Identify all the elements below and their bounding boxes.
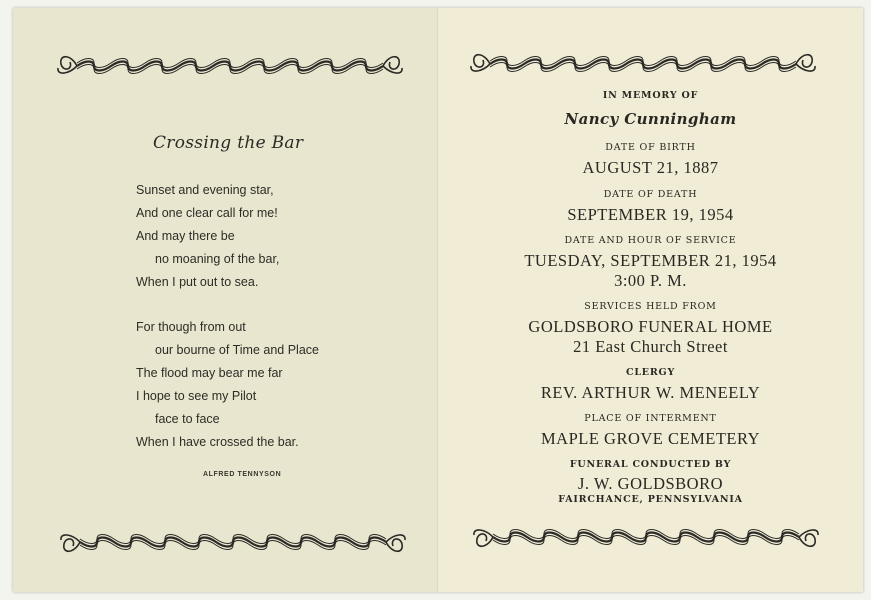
ribbon-curl: [471, 55, 490, 71]
poem-author: ALFRED TENNYSON: [203, 471, 282, 478]
poem-line: our bourne of Time and Place: [155, 343, 319, 357]
clergy-label: CLERGY: [625, 367, 676, 378]
ribbon-curl: [796, 55, 815, 71]
poem-line: And one clear call for me!: [136, 206, 278, 220]
clergy-name: REV. ARTHUR W. MENEELY: [540, 383, 761, 402]
death-label: DATE OF DEATH: [603, 189, 698, 200]
interment-label: PLACE OF INTERMENT: [584, 413, 717, 424]
poem-line: When I have crossed the bar.: [136, 435, 299, 449]
service-label: DATE AND HOUR OF SERVICE: [564, 235, 737, 246]
poem-line: For though from out: [136, 320, 246, 334]
poem-line: no moaning of the bar,: [155, 252, 280, 266]
poem-line: I hope to see my Pilot: [136, 389, 257, 403]
ribbon-curl: [383, 57, 402, 73]
conducted-label: FUNERAL CONDUCTED BY: [569, 459, 732, 470]
service-date: TUESDAY, SEPTEMBER 21, 1954: [524, 251, 777, 270]
ribbon-curl: [474, 530, 493, 546]
ribbon-border-icon: [468, 44, 818, 78]
held-address: 21 East Church Street: [573, 337, 728, 356]
in-memory-label: IN MEMORY OF: [602, 90, 699, 101]
held-label: SERVICES HELD FROM: [584, 301, 717, 312]
poem-line: face to face: [155, 412, 220, 426]
poem-line: When I put out to sea.: [136, 275, 259, 289]
held-place: GOLDSBORO FUNERAL HOME: [528, 317, 773, 336]
deceased-name: Nancy Cunningham: [564, 110, 737, 128]
poem-title: Crossing the Bar: [153, 133, 304, 153]
ribbon-border-icon: [471, 523, 821, 557]
death-date: SEPTEMBER 19, 1954: [567, 205, 734, 224]
ribbon-border-icon: [58, 528, 408, 562]
poem-line: And may there be: [136, 229, 235, 243]
ribbon-curl: [386, 535, 405, 551]
ribbon-curl: [58, 57, 77, 73]
conducted-location: FAIRCHANCE, PENNSYLVANIA: [558, 494, 743, 505]
ribbon-border-icon: [55, 46, 405, 80]
poem-line: The flood may bear me far: [136, 366, 283, 380]
birth-label: DATE OF BIRTH: [605, 142, 696, 153]
conducted-name: J. W. GOLDSBORO: [577, 474, 724, 493]
ribbon-curl: [799, 530, 818, 546]
poem-line: Sunset and evening star,: [136, 183, 274, 197]
left-page: [13, 8, 438, 592]
ribbon-curl: [61, 535, 80, 551]
birth-date: AUGUST 21, 1887: [582, 158, 719, 177]
interment-place: MAPLE GROVE CEMETERY: [540, 429, 760, 448]
service-time: 3:00 P. M.: [614, 271, 687, 290]
